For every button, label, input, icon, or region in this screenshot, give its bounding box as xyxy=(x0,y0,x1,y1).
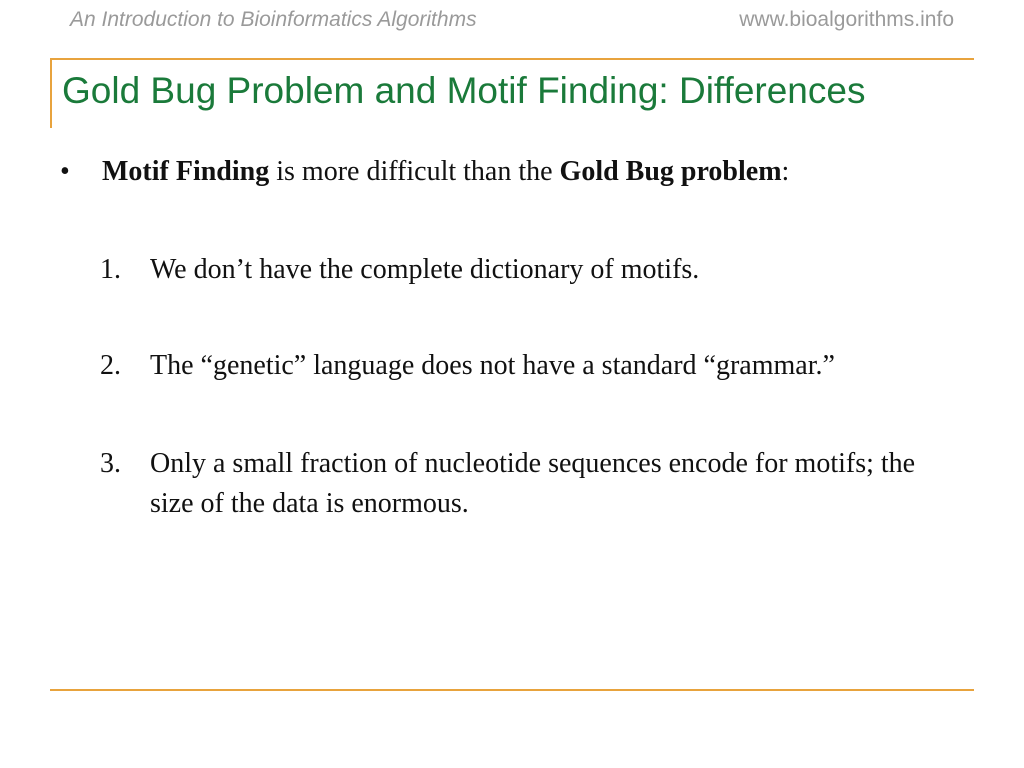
list-item xyxy=(100,444,960,524)
slide-title: Gold Bug Problem and Motif Finding: Differences xyxy=(62,70,866,111)
list-text: The “genetic” language does not have a standard “grammar.” xyxy=(150,350,835,381)
list-text: We don’t have the complete dictionary of motifs. xyxy=(150,254,700,285)
footer-rule xyxy=(50,689,974,691)
list-number: 2. xyxy=(100,350,121,381)
bullet-bold-motif-finding: Motif Finding xyxy=(102,156,270,187)
bullet-symbol: • xyxy=(60,156,70,187)
website-header: www.bioalgorithms.info xyxy=(739,8,954,31)
title-top-rule xyxy=(50,58,974,60)
bullet-bold-gold-bug: Gold Bug problem xyxy=(559,156,782,187)
list-text: Only a small fraction of nucleotide sequences encode for motifs; the size of the data is enormous. xyxy=(150,448,916,519)
list-item xyxy=(100,346,960,386)
list-item xyxy=(100,250,960,290)
course-header: An Introduction to Bioinformatics Algorithms xyxy=(70,8,477,31)
slide-content xyxy=(60,150,960,524)
bullet-mid-text: is more difficult than the xyxy=(269,156,560,187)
title-left-bar xyxy=(50,58,52,128)
list-number: 1. xyxy=(100,254,121,285)
bullet-text xyxy=(102,150,789,194)
main-bullet xyxy=(60,150,960,194)
bullet-end-text: : xyxy=(781,156,790,187)
list-number: 3. xyxy=(100,448,121,479)
